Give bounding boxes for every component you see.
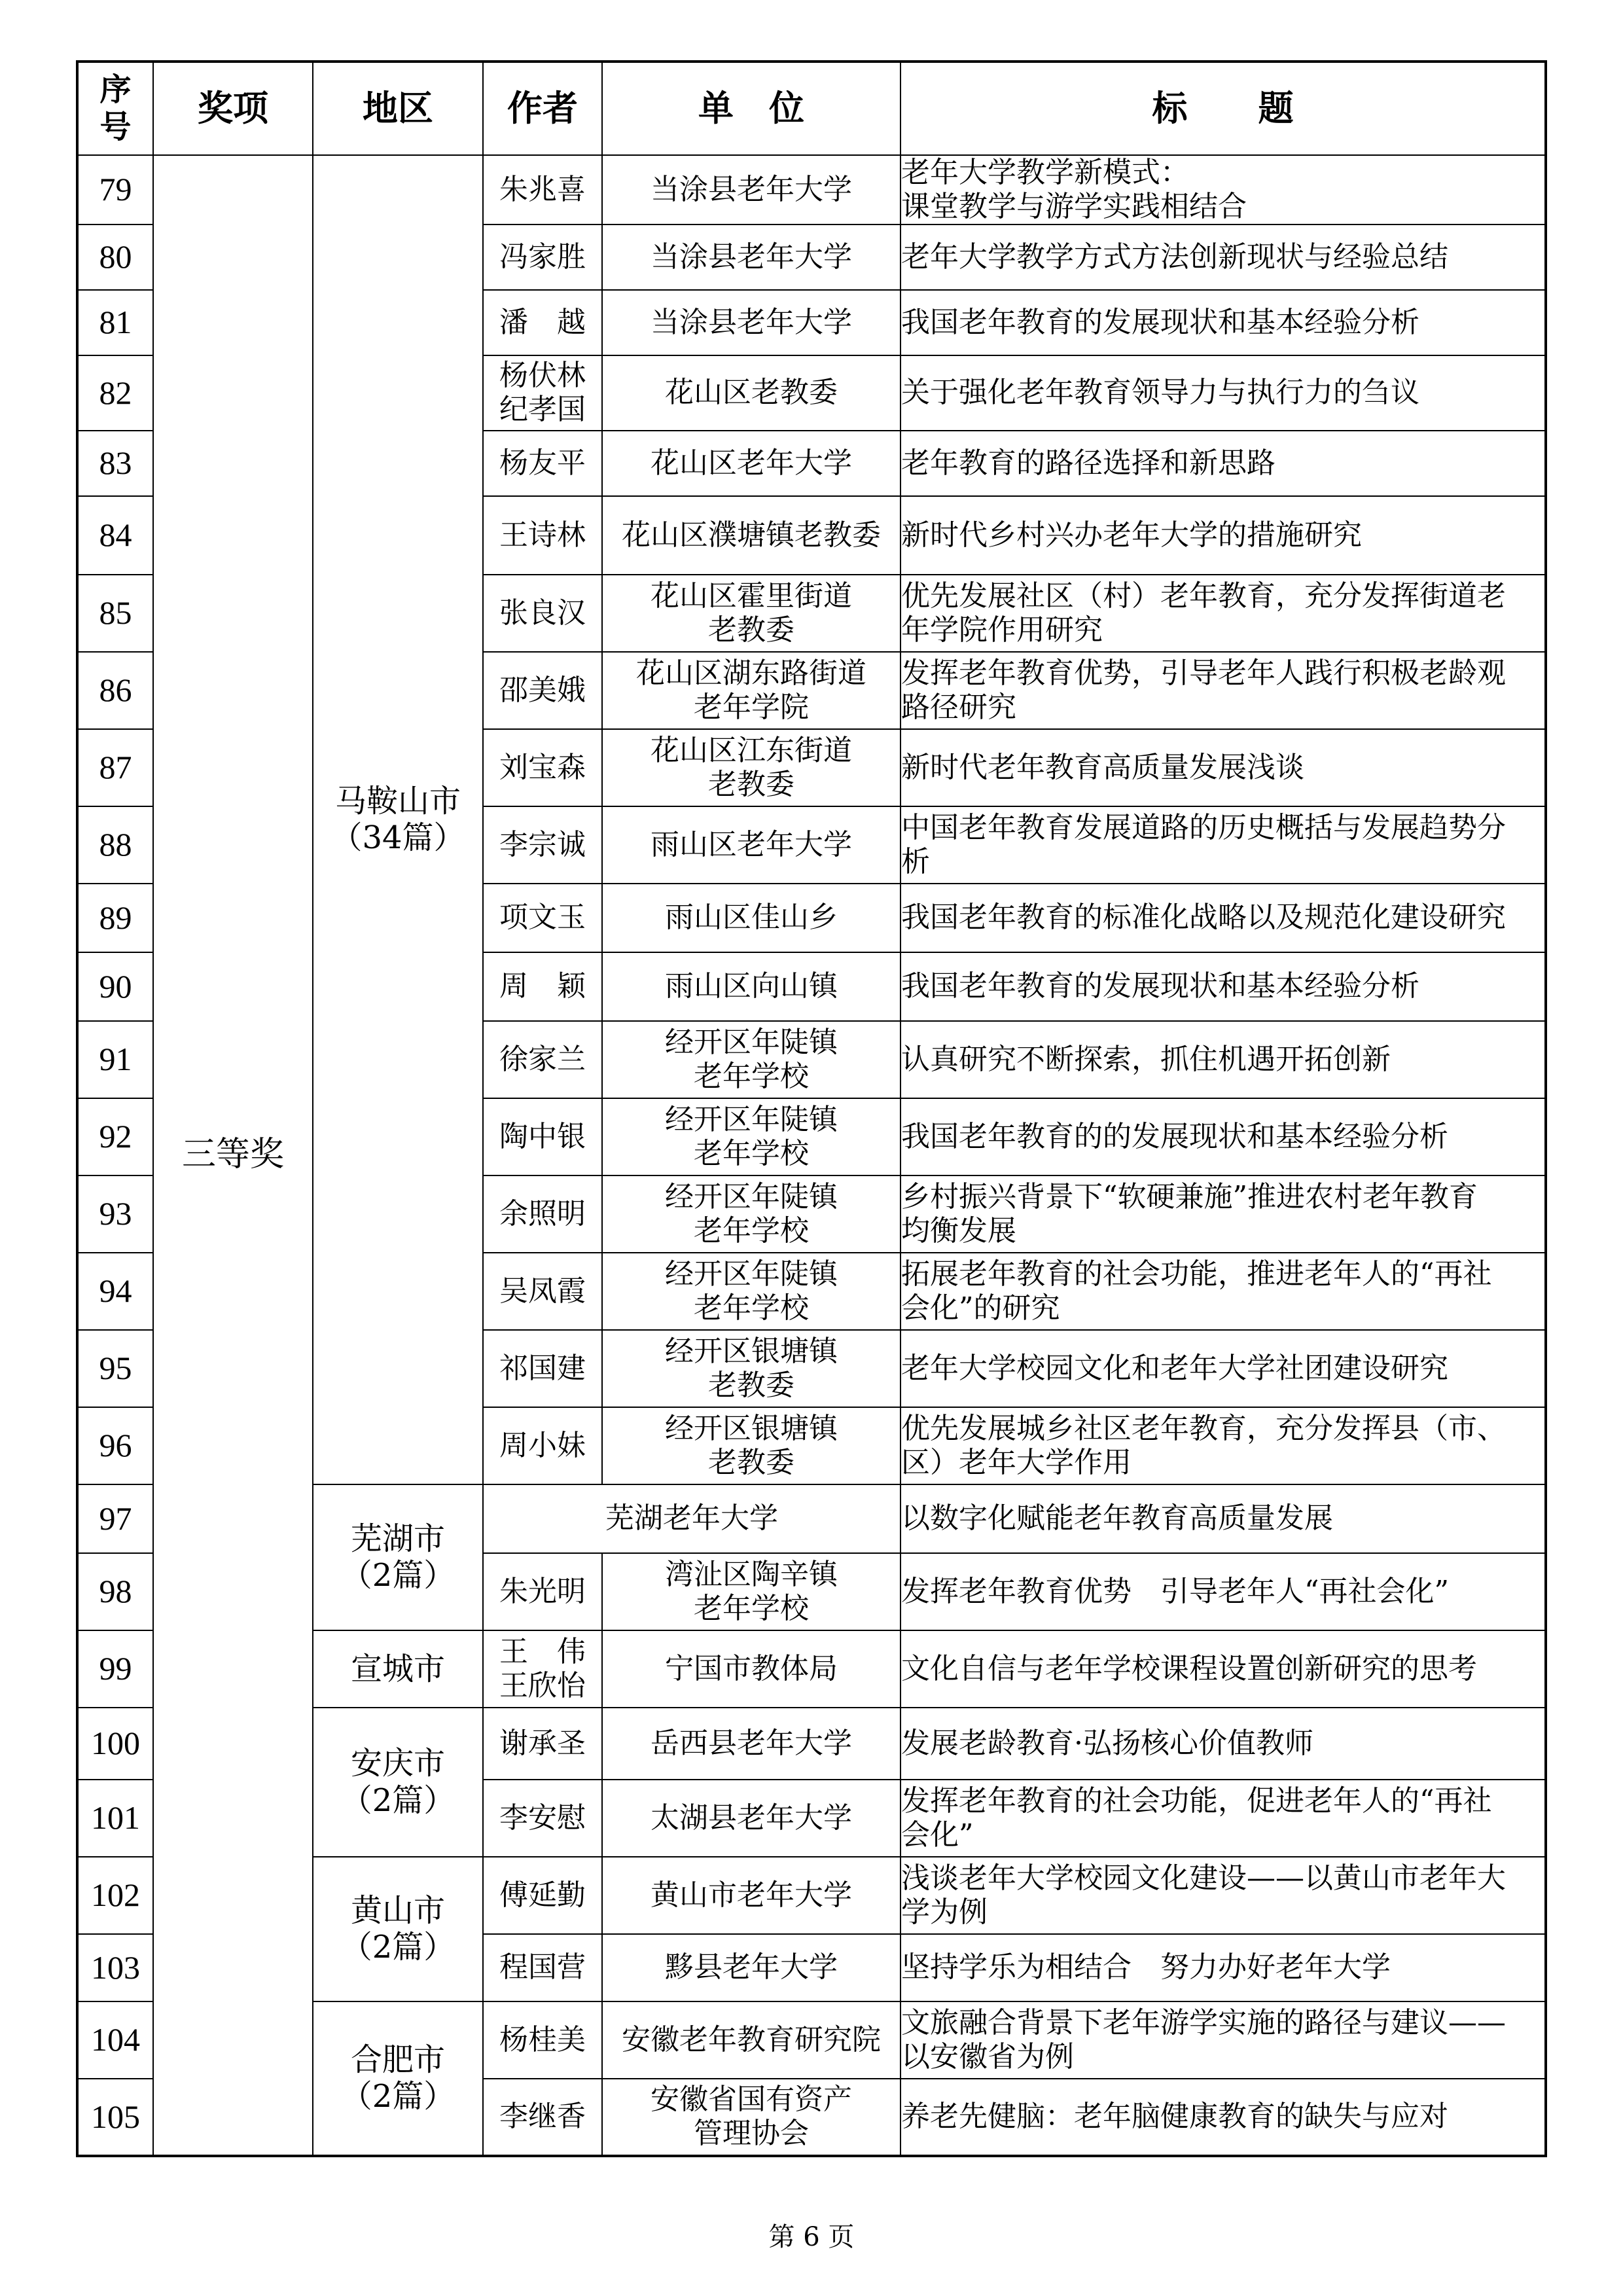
unit-cell	[602, 652, 901, 729]
seq-cell: 79	[77, 155, 153, 224]
author-cell	[483, 952, 602, 1021]
cell-line: 经开区年陡镇	[665, 1102, 838, 1136]
region-name: 芜湖市	[350, 1520, 445, 1557]
unit-cell	[602, 575, 901, 652]
cell-line: 发挥老年教育优势 引导老年人“再社会化”	[901, 1574, 1449, 1608]
cell-line: 我国老年教育的发展现状和基本经验分析	[901, 305, 1419, 339]
cell-line: 经开区银塘镇	[665, 1334, 838, 1368]
seq-cell: 87	[77, 729, 153, 806]
cell-line: 黟县老年大学	[665, 1950, 838, 1984]
seq-cell: 98	[77, 1553, 153, 1630]
region-count: （2篇）	[340, 1929, 455, 1966]
region-cell	[313, 155, 483, 1484]
cell-line: 张良汉	[499, 596, 586, 630]
cell-line: 经开区年陡镇	[665, 1025, 838, 1059]
author-cell	[483, 575, 602, 652]
cell-line: 拓展老年教育的社会功能，推进老年人的“再社	[901, 1257, 1492, 1291]
title-cell	[901, 1630, 1546, 1708]
cell-line: 杨桂美	[499, 2022, 586, 2056]
cell-line: 余照明	[499, 1196, 586, 1230]
author-cell	[483, 729, 602, 806]
region-name: 宣城市	[350, 1650, 445, 1687]
cell-line: 王 伟	[499, 1634, 586, 1668]
cell-line: 老教委	[708, 613, 794, 647]
cell-line: 当涂县老年大学	[651, 172, 852, 206]
author-cell	[483, 884, 602, 952]
author-cell	[483, 496, 602, 575]
author-cell	[483, 652, 602, 729]
unit-cell	[602, 884, 901, 952]
cell-line: 乡村振兴背景下“软硬兼施”推进农村老年教育	[901, 1179, 1478, 1213]
header-title: 标 题	[901, 62, 1546, 155]
cell-line: 老年大学校园文化和老年大学社团建设研究	[901, 1351, 1448, 1385]
header-unit: 单 位	[602, 62, 901, 155]
cell-line: 王诗林	[499, 518, 586, 552]
unit-cell	[602, 1553, 901, 1630]
title-cell	[901, 1780, 1546, 1857]
cell-line: 老年学校	[694, 1291, 809, 1325]
seq-cell: 95	[77, 1330, 153, 1407]
author-cell	[483, 155, 602, 224]
cell-line: 宁国市教体局	[665, 1651, 838, 1685]
unit-cell	[483, 1484, 901, 1553]
title-cell	[901, 652, 1546, 729]
title-cell	[901, 952, 1546, 1021]
author-cell	[483, 2001, 602, 2079]
unit-cell	[602, 1407, 901, 1484]
cell-line: 老年学校	[694, 1059, 809, 1093]
cell-line: 冯家胜	[499, 240, 586, 274]
title-cell	[901, 1934, 1546, 2001]
seq-cell: 81	[77, 290, 153, 355]
title-cell	[901, 155, 1546, 224]
author-cell	[483, 1330, 602, 1407]
seq-cell: 99	[77, 1630, 153, 1708]
cell-line: 发展老龄教育·弘扬核心价值教师	[901, 1726, 1313, 1760]
region-name: 马鞍山市	[334, 782, 461, 819]
unit-cell	[602, 2001, 901, 2079]
cell-line: 会化”的研究	[901, 1291, 1060, 1325]
author-cell	[483, 2079, 602, 2156]
seq-cell: 88	[77, 806, 153, 884]
title-cell	[901, 431, 1546, 496]
unit-cell	[602, 1934, 901, 2001]
title-cell	[901, 2079, 1546, 2156]
cell-line: 路径研究	[901, 690, 1016, 724]
cell-line: 我国老年教育的的发展现状和基本经验分析	[901, 1119, 1448, 1153]
cell-line: 认真研究不断探索，抓住机遇开拓创新	[901, 1042, 1391, 1076]
cell-line: 朱兆喜	[499, 172, 586, 206]
unit-cell	[602, 2079, 901, 2156]
title-cell	[901, 290, 1546, 355]
unit-cell	[602, 1857, 901, 1934]
title-cell	[901, 355, 1546, 431]
table-body	[77, 155, 1546, 2156]
seq-cell: 91	[77, 1021, 153, 1098]
cell-line: 徐家兰	[499, 1042, 586, 1076]
seq-cell: 94	[77, 1253, 153, 1330]
seq-cell: 104	[77, 2001, 153, 2079]
header-seq: 序 号	[77, 62, 153, 155]
cell-line: 程国营	[499, 1950, 586, 1984]
cell-line: 老年学院	[694, 690, 809, 724]
seq-cell: 101	[77, 1780, 153, 1857]
cell-line: 析	[901, 844, 930, 878]
cell-line: 谢承圣	[499, 1726, 586, 1760]
title-cell	[901, 1021, 1546, 1098]
header-region: 地区	[313, 62, 483, 155]
cell-line: 花山区霍里街道	[651, 579, 852, 613]
author-cell	[483, 224, 602, 290]
cell-line: 坚持学乐为相结合 努力办好老年大学	[901, 1950, 1391, 1984]
author-cell	[483, 290, 602, 355]
author-cell	[483, 1175, 602, 1253]
cell-line: 岳西县老年大学	[651, 1726, 852, 1760]
cell-line: 我国老年教育的标准化战略以及规范化建设研究	[901, 901, 1506, 935]
cell-line: 王欣怡	[499, 1668, 586, 1702]
cell-line: 芜湖老年大学	[605, 1501, 778, 1535]
author-cell	[483, 1857, 602, 1934]
cell-line: 文化自信与老年学校课程设置创新研究的思考	[901, 1651, 1477, 1685]
author-cell	[483, 1553, 602, 1630]
cell-line: 安徽老年教育研究院	[622, 2022, 881, 2056]
title-cell	[901, 1553, 1546, 1630]
seq-cell: 80	[77, 224, 153, 290]
cell-line: 安徽省国有资产	[651, 2083, 852, 2117]
unit-cell	[602, 290, 901, 355]
cell-line: 杨伏林	[499, 359, 586, 393]
cell-line: 花山区老年大学	[651, 446, 852, 480]
award-list-table	[76, 60, 1547, 2157]
seq-cell: 102	[77, 1857, 153, 1934]
region-name: 黄山市	[350, 1892, 445, 1929]
cell-line: 杨友平	[499, 446, 586, 480]
cell-line: 管理协会	[694, 2117, 809, 2151]
seq-cell: 84	[77, 496, 153, 575]
cell-line: 李安慰	[499, 1801, 586, 1835]
cell-line: 优先发展城乡社区老年教育，充分发挥县（市、	[901, 1411, 1506, 1445]
seq-cell: 90	[77, 952, 153, 1021]
title-cell	[901, 1253, 1546, 1330]
title-cell	[901, 2001, 1546, 2079]
page-number: 第 6 页	[768, 2222, 855, 2252]
seq-cell: 86	[77, 652, 153, 729]
cell-line: 老年学校	[694, 1591, 809, 1625]
unit-cell	[602, 496, 901, 575]
title-cell	[901, 806, 1546, 884]
cell-line: 雨山区老年大学	[651, 827, 852, 861]
cell-line: 中国老年教育发展道路的历史概括与发展趋势分	[901, 810, 1506, 844]
cell-line: 李宗诚	[499, 827, 586, 861]
cell-line: 老教委	[708, 767, 794, 801]
cell-line: 李继香	[499, 2100, 586, 2134]
cell-line: 年学院作用研究	[901, 613, 1103, 647]
title-cell	[901, 1857, 1546, 1934]
cell-line: 纪孝国	[499, 393, 586, 427]
unit-cell	[602, 729, 901, 806]
seq-cell: 89	[77, 884, 153, 952]
cell-line: 当涂县老年大学	[651, 240, 852, 274]
region-count: （2篇）	[340, 1557, 455, 1594]
unit-cell	[602, 1098, 901, 1175]
title-cell	[901, 1407, 1546, 1484]
seq-cell: 96	[77, 1407, 153, 1484]
region-cell	[313, 1484, 483, 1630]
unit-cell	[602, 355, 901, 431]
author-cell	[483, 806, 602, 884]
cell-line: 以安徽省为例	[901, 2039, 1074, 2073]
title-cell	[901, 1098, 1546, 1175]
cell-line: 花山区濮塘镇老教委	[622, 518, 881, 552]
cell-line: 均衡发展	[901, 1213, 1016, 1247]
cell-line: 新时代乡村兴办老年大学的措施研究	[901, 518, 1362, 552]
table-header-row	[77, 62, 1546, 155]
cell-line: 经开区银塘镇	[665, 1411, 838, 1445]
seq-cell: 97	[77, 1484, 153, 1553]
author-cell	[483, 1407, 602, 1484]
author-cell	[483, 1780, 602, 1857]
unit-cell	[602, 224, 901, 290]
cell-line: 雨山区佳山乡	[665, 901, 838, 935]
author-cell	[483, 1708, 602, 1780]
seq-cell: 103	[77, 1934, 153, 2001]
cell-line: 周小妹	[499, 1428, 586, 1462]
cell-line: 老年大学教学新模式：	[901, 156, 1189, 189]
title-cell	[901, 575, 1546, 652]
cell-line: 朱光明	[499, 1574, 586, 1608]
title-cell	[901, 1708, 1546, 1780]
region-cell	[313, 1630, 483, 1708]
cell-line: 傅延勤	[499, 1878, 586, 1912]
region-count: （2篇）	[340, 1782, 455, 1819]
cell-line: 太湖县老年大学	[651, 1801, 852, 1835]
title-cell	[901, 1175, 1546, 1253]
cell-line: 花山区湖东路街道	[636, 656, 866, 690]
title-cell	[901, 224, 1546, 290]
unit-cell	[602, 1780, 901, 1857]
unit-cell	[602, 952, 901, 1021]
cell-line: 发挥老年教育的社会功能，促进老年人的“再社	[901, 1784, 1492, 1818]
cell-line: 老教委	[708, 1368, 794, 1402]
cell-line: 花山区江东街道	[651, 733, 852, 767]
region-cell	[313, 1857, 483, 2001]
unit-cell	[602, 1630, 901, 1708]
cell-line: 以数字化赋能老年教育高质量发展	[901, 1501, 1333, 1535]
cell-line: 黄山市老年大学	[651, 1878, 852, 1912]
cell-line: 优先发展社区（村）老年教育，充分发挥街道老	[901, 579, 1506, 613]
award-cell: 三等奖	[153, 155, 313, 2156]
cell-line: 新时代老年教育高质量发展浅谈	[901, 750, 1304, 784]
unit-cell	[602, 1330, 901, 1407]
cell-line: 老年大学教学方式方法创新现状与经验总结	[901, 240, 1448, 274]
author-cell	[483, 1253, 602, 1330]
seq-cell: 82	[77, 355, 153, 431]
cell-line: 经开区年陡镇	[665, 1179, 838, 1213]
cell-line: 刘宝森	[499, 750, 586, 784]
cell-line: 文旅融合背景下老年游学实施的路径与建议——	[901, 2005, 1506, 2039]
region-cell	[313, 1708, 483, 1857]
title-cell	[901, 496, 1546, 575]
seq-cell: 105	[77, 2079, 153, 2156]
seq-cell: 93	[77, 1175, 153, 1253]
cell-line: 老教委	[708, 1445, 794, 1479]
author-cell	[483, 1934, 602, 2001]
cell-line: 花山区老教委	[665, 376, 838, 410]
author-cell	[483, 431, 602, 496]
cell-line: 项文玉	[499, 901, 586, 935]
author-cell	[483, 1021, 602, 1098]
seq-cell: 83	[77, 431, 153, 496]
header-author: 作者	[483, 62, 602, 155]
seq-cell: 92	[77, 1098, 153, 1175]
unit-cell	[602, 1708, 901, 1780]
cell-line: 老年学校	[694, 1213, 809, 1247]
cell-line: 学为例	[901, 1895, 988, 1929]
unit-cell	[602, 1253, 901, 1330]
region-cell	[313, 2001, 483, 2156]
cell-line: 老年教育的路径选择和新思路	[901, 446, 1275, 480]
cell-line: 我国老年教育的发展现状和基本经验分析	[901, 969, 1419, 1003]
cell-line: 邵美娥	[499, 673, 586, 707]
cell-line: 周 颖	[499, 969, 586, 1003]
cell-line: 陶中银	[499, 1119, 586, 1153]
cell-line: 发挥老年教育优势，引导老年人践行积极老龄观	[901, 656, 1506, 690]
cell-line: 潘 越	[499, 305, 586, 339]
region-name: 合肥市	[350, 2041, 445, 2078]
seq-cell: 85	[77, 575, 153, 652]
author-cell	[483, 1098, 602, 1175]
title-cell	[901, 884, 1546, 952]
unit-cell	[602, 1021, 901, 1098]
author-cell	[483, 355, 602, 431]
cell-line: 关于强化老年教育领导力与执行力的刍议	[901, 376, 1419, 410]
title-cell	[901, 729, 1546, 806]
title-cell	[901, 1330, 1546, 1407]
table-row	[77, 155, 1546, 224]
cell-line: 会化”	[901, 1818, 974, 1852]
cell-line: 雨山区向山镇	[665, 969, 838, 1003]
region-name: 安庆市	[350, 1745, 445, 1782]
region-count: （34篇）	[330, 819, 465, 857]
header-award: 奖项	[153, 62, 313, 155]
unit-cell	[602, 431, 901, 496]
seq-cell: 100	[77, 1708, 153, 1780]
unit-cell	[602, 1175, 901, 1253]
cell-line: 当涂县老年大学	[651, 305, 852, 339]
cell-line: 浅谈老年大学校园文化建设——以黄山市老年大	[901, 1861, 1506, 1895]
cell-line: 课堂教学与游学实践相结合	[901, 189, 1247, 223]
author-cell	[483, 1630, 602, 1708]
region-count: （2篇）	[340, 2078, 455, 2115]
title-cell	[901, 1484, 1546, 1553]
cell-line: 老年学校	[694, 1136, 809, 1170]
cell-line: 区）老年大学作用	[901, 1445, 1132, 1479]
unit-cell	[602, 155, 901, 224]
cell-line: 养老先健脑：老年脑健康教育的缺失与应对	[901, 2100, 1448, 2134]
unit-cell	[602, 806, 901, 884]
cell-line: 吴凤霞	[499, 1274, 586, 1308]
cell-line: 经开区年陡镇	[665, 1257, 838, 1291]
cell-line: 祁国建	[499, 1351, 586, 1385]
cell-line: 湾沚区陶辛镇	[665, 1557, 838, 1591]
